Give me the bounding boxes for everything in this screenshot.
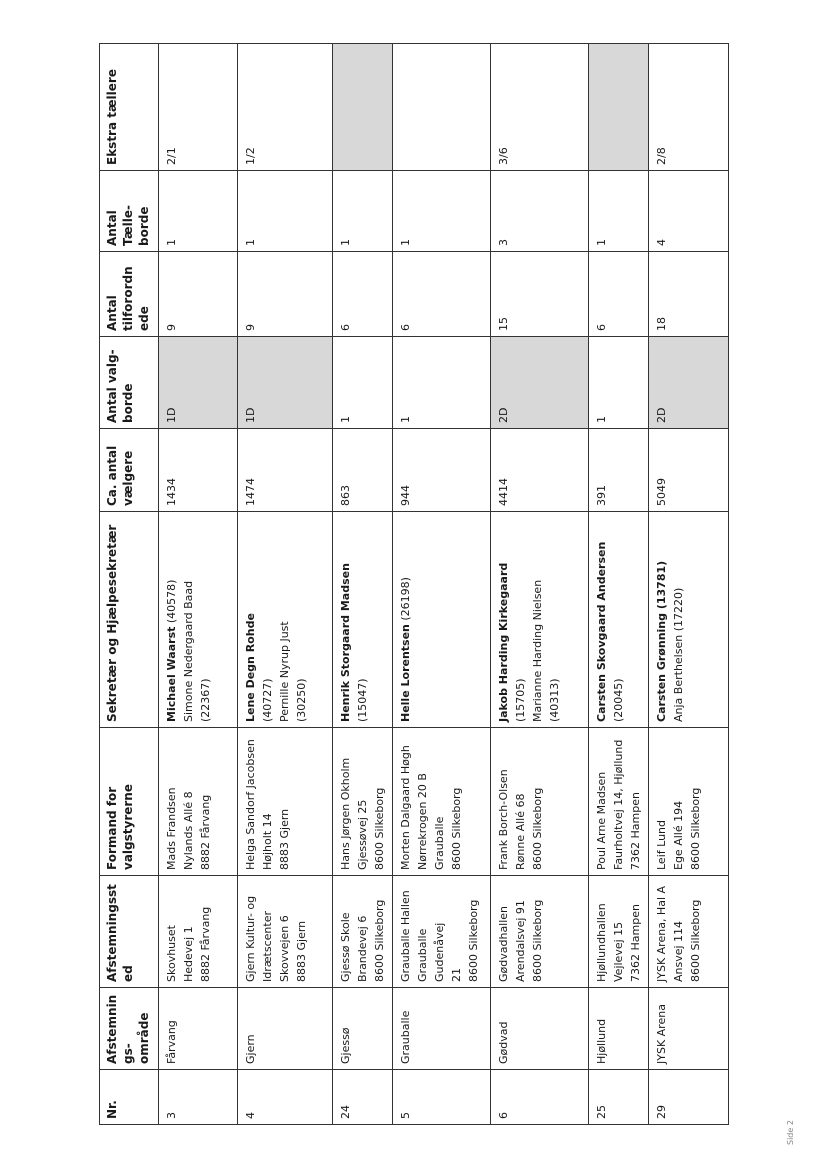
- cell-valgborde: 2D: [649, 337, 729, 429]
- cell-taelleborde: 4: [649, 171, 729, 252]
- col-header-taelleborde: Antal Tælle-borde: [100, 171, 159, 252]
- cell-sted-line: 8883 Gjern: [295, 920, 309, 982]
- cell-sted: [649, 876, 729, 988]
- cell-sted-line: 8882 Fårvang: [199, 906, 213, 982]
- cell-tilforordnede: 15: [491, 252, 589, 337]
- cell-formand-line: 8882 Fårvang: [199, 794, 213, 870]
- cell-sted-line: 8600 Silkeborg: [373, 899, 387, 982]
- sekretaer-name: Michael Waarst: [165, 626, 178, 722]
- cell-valgborde: 1: [589, 337, 649, 429]
- cell-formand: [589, 728, 649, 876]
- sekretaer-name: Helle Lorentsen: [399, 624, 413, 722]
- cell-formand: [393, 728, 491, 876]
- cell-sted-line: 8600 Silkeborg: [531, 899, 545, 982]
- cell-ekstra: 3/6: [491, 44, 589, 171]
- cell-vaelgere: 5049: [649, 429, 729, 512]
- sekretaer-line: Pernille Nyrup Just: [278, 621, 292, 722]
- cell-vaelgere: 1434: [159, 429, 238, 512]
- cell-nr: 24: [333, 1070, 393, 1125]
- table-row: [649, 44, 729, 1125]
- cell-formand-line: Faurholtvej 14, Hjøllund: [612, 739, 626, 870]
- table-row: [238, 44, 333, 1125]
- cell-sekretaer: [393, 512, 491, 728]
- cell-ekstra: 1/2: [238, 44, 333, 171]
- sekretaer-line: Marianne Harding Nielsen: [531, 579, 545, 722]
- cell-sted-line: Gødvadhallen: [497, 905, 511, 982]
- cell-valgborde: 1D: [238, 337, 333, 429]
- cell-sted: [333, 876, 393, 988]
- cell-sted-line: Skovvejen 6: [278, 915, 292, 982]
- cell-tilforordnede: 9: [238, 252, 333, 337]
- cell-sted: [238, 876, 333, 988]
- cell-nr: 3: [159, 1070, 238, 1125]
- cell-taelleborde: 1: [589, 171, 649, 252]
- cell-valgborde: 1: [333, 337, 393, 429]
- cell-formand-line: Poul Arne Madsen: [595, 771, 609, 870]
- cell-sted-line: Brandevej 6: [356, 915, 370, 982]
- cell-formand: [333, 728, 393, 876]
- sekretaer-name: Carsten Grønning (13781): [655, 560, 669, 722]
- cell-sted: [491, 876, 589, 988]
- cell-formand-line: Ege Allé 194: [672, 800, 686, 870]
- cell-sted: [393, 876, 491, 988]
- cell-tilforordnede: 6: [333, 252, 393, 337]
- cell-tilforordnede: 6: [393, 252, 491, 337]
- cell-vaelgere: 391: [589, 429, 649, 512]
- cell-formand-line: Grauballe: [433, 816, 447, 870]
- cell-sted-line: 7362 Hampen: [629, 904, 643, 982]
- cell-sted-line: Gjern Kultur- og: [244, 895, 257, 982]
- rotated-table-container: [99, 44, 727, 1125]
- cell-omrade: Gødvad: [491, 988, 589, 1070]
- cell-formand: [238, 728, 333, 876]
- cell-sted-line: JYSK Arena, Hal A: [655, 885, 669, 982]
- table-row: [589, 44, 649, 1125]
- cell-sekretaer: [649, 512, 729, 728]
- cell-vaelgere: 4414: [491, 429, 589, 512]
- sekretaer-id: (40578): [165, 579, 178, 627]
- col-header-nr: Nr.: [100, 1070, 159, 1125]
- cell-taelleborde: 1: [393, 171, 491, 252]
- sekretaer-primary: [337, 517, 371, 722]
- cell-nr: 25: [589, 1070, 649, 1125]
- cell-nr: 4: [238, 1070, 333, 1125]
- sekretaer-name: Carsten Skovgaard Andersen: [595, 541, 609, 722]
- cell-formand-line: Morten Dalgaard Høgh: [399, 745, 413, 870]
- polling-stations-table: [99, 43, 729, 1125]
- col-header-vaelgere: Ca. antal vælgere: [100, 429, 159, 512]
- sekretaer-line: Simone Nedergaard Baad: [182, 580, 196, 722]
- cell-tilforordnede: 6: [589, 252, 649, 337]
- cell-formand-line: Rønne Allé 68: [514, 793, 528, 870]
- table-row: [491, 44, 589, 1125]
- sekretaer-name: Jakob Harding Kirkegaard: [497, 562, 511, 722]
- cell-vaelgere: 863: [333, 429, 393, 512]
- col-header-valgborde: Antal valg-borde: [100, 337, 159, 429]
- sekretaer-id: (15705): [514, 678, 528, 722]
- col-header-sekretaer: Sekretær og Hjælpesekretær: [100, 512, 159, 728]
- cell-sted-line: 8600 Silkeborg: [467, 899, 481, 982]
- cell-sekretaer: [238, 512, 333, 728]
- sekretaer-line: (30250): [295, 678, 309, 722]
- cell-sted-line: Grauballe Gudenåvej: [416, 922, 447, 982]
- page-number: Side 2: [786, 1120, 795, 1145]
- cell-sted: [589, 876, 649, 988]
- sekretaer-line: Anja Berthelsen (17220): [672, 587, 686, 722]
- cell-formand-line: Gjessøvej 25: [356, 799, 370, 870]
- cell-sekretaer: [333, 512, 393, 728]
- cell-vaelgere: 1474: [238, 429, 333, 512]
- cell-formand-line: Hans Jørgen Okholm: [339, 757, 352, 870]
- col-header-formand: Formand for valgstyrerne: [100, 728, 159, 876]
- cell-sted-line: Hedevej 1: [182, 926, 196, 982]
- sekretaer-line: (40727): [261, 678, 275, 722]
- cell-formand-line: Højholt 14: [261, 813, 275, 870]
- cell-ekstra: [393, 44, 491, 171]
- cell-formand-line: 8883 Gjern: [278, 808, 292, 870]
- cell-formand-line: 8600 Silkeborg: [531, 787, 545, 870]
- cell-sekretaer: [589, 512, 649, 728]
- cell-ekstra: [589, 44, 649, 171]
- sekretaer-primary: [163, 517, 180, 722]
- cell-omrade: Grauballe: [393, 988, 491, 1070]
- cell-formand-line: 8600 Silkeborg: [373, 787, 387, 870]
- cell-vaelgere: 944: [393, 429, 491, 512]
- cell-omrade: Gjern: [238, 988, 333, 1070]
- sekretaer-id: (26198): [399, 577, 413, 625]
- header-row: [100, 44, 159, 1125]
- cell-formand-line: Nylands Allé 8: [182, 791, 196, 870]
- sekretaer-line: (40313): [548, 678, 562, 722]
- cell-ekstra: 2/1: [159, 44, 238, 171]
- cell-formand-line: Mads Frandsen: [165, 787, 178, 870]
- col-header-ekstra: Ekstra tællere: [100, 44, 159, 171]
- cell-omrade: JYSK Arena: [649, 988, 729, 1070]
- cell-formand: [159, 728, 238, 876]
- cell-formand-line: Nørrekrogen 20 B: [416, 773, 430, 870]
- sekretaer-id: (15047): [356, 678, 370, 722]
- cell-tilforordnede: 9: [159, 252, 238, 337]
- cell-sekretaer: [491, 512, 589, 728]
- cell-sted-line: Skovhuset: [165, 925, 178, 982]
- cell-sted-line: Gjessø Skole: [339, 912, 352, 982]
- cell-ekstra: [333, 44, 393, 171]
- cell-sted-line: Grauballe Hallen: [399, 890, 413, 982]
- col-header-sted: Afstemningssted: [100, 876, 159, 988]
- cell-nr: 5: [393, 1070, 491, 1125]
- cell-sekretaer: [159, 512, 238, 728]
- sekretaer-primary: [653, 517, 670, 722]
- cell-tilforordnede: 18: [649, 252, 729, 337]
- cell-sted-line: Hjøllundhallen: [595, 903, 609, 982]
- cell-formand-line: 7362 Hampen: [629, 792, 643, 870]
- cell-formand: [491, 728, 589, 876]
- table-row: [393, 44, 491, 1125]
- cell-valgborde: 2D: [491, 337, 589, 429]
- sekretaer-name: Henrik Storgaard Madsen: [339, 563, 352, 722]
- sekretaer-primary: [242, 517, 259, 722]
- cell-sted-line: 8600 Silkeborg: [689, 899, 703, 982]
- table-row: [159, 44, 238, 1125]
- cell-formand-line: Helga Sandorf Jacobsen: [244, 739, 257, 870]
- sekretaer-primary: [397, 517, 414, 722]
- cell-formand: [649, 728, 729, 876]
- cell-ekstra: 2/8: [649, 44, 729, 171]
- cell-formand-line: 8600 Silkeborg: [689, 787, 703, 870]
- table-row: [333, 44, 393, 1125]
- cell-omrade: Fårvang: [159, 988, 238, 1070]
- sekretaer-line: (22367): [199, 678, 213, 722]
- sekretaer-id: (20045): [612, 678, 626, 722]
- cell-taelleborde: 1: [159, 171, 238, 252]
- cell-taelleborde: 3: [491, 171, 589, 252]
- sekretaer-primary: [593, 517, 627, 722]
- cell-sted-line: Ansvej 114: [672, 920, 686, 982]
- cell-sted-line: Vejlevej 15: [612, 921, 626, 982]
- cell-sted-line: 21: [450, 968, 464, 982]
- cell-nr: 29: [649, 1070, 729, 1125]
- cell-formand-line: 8600 Silkeborg: [450, 787, 464, 870]
- cell-sted-line: Idrætscenter: [261, 911, 275, 982]
- sekretaer-primary: [495, 517, 529, 722]
- cell-formand-line: Frank Borch-Olsen: [497, 769, 511, 870]
- cell-sted: [159, 876, 238, 988]
- cell-nr: 6: [491, 1070, 589, 1125]
- cell-omrade: Hjøllund: [589, 988, 649, 1070]
- cell-taelleborde: 1: [238, 171, 333, 252]
- col-header-omrade: Afstemnings-område: [100, 988, 159, 1070]
- cell-sted-line: Arendalsvej 91: [514, 900, 528, 982]
- sekretaer-name: Lene Degn Rohde: [244, 613, 257, 722]
- cell-omrade: Gjessø: [333, 988, 393, 1070]
- cell-valgborde: 1: [393, 337, 491, 429]
- col-header-tilforordnede: Antal tilforordn ede: [100, 252, 159, 337]
- cell-taelleborde: 1: [333, 171, 393, 252]
- cell-valgborde: 1D: [159, 337, 238, 429]
- cell-formand-line: Leif Lund: [655, 820, 669, 870]
